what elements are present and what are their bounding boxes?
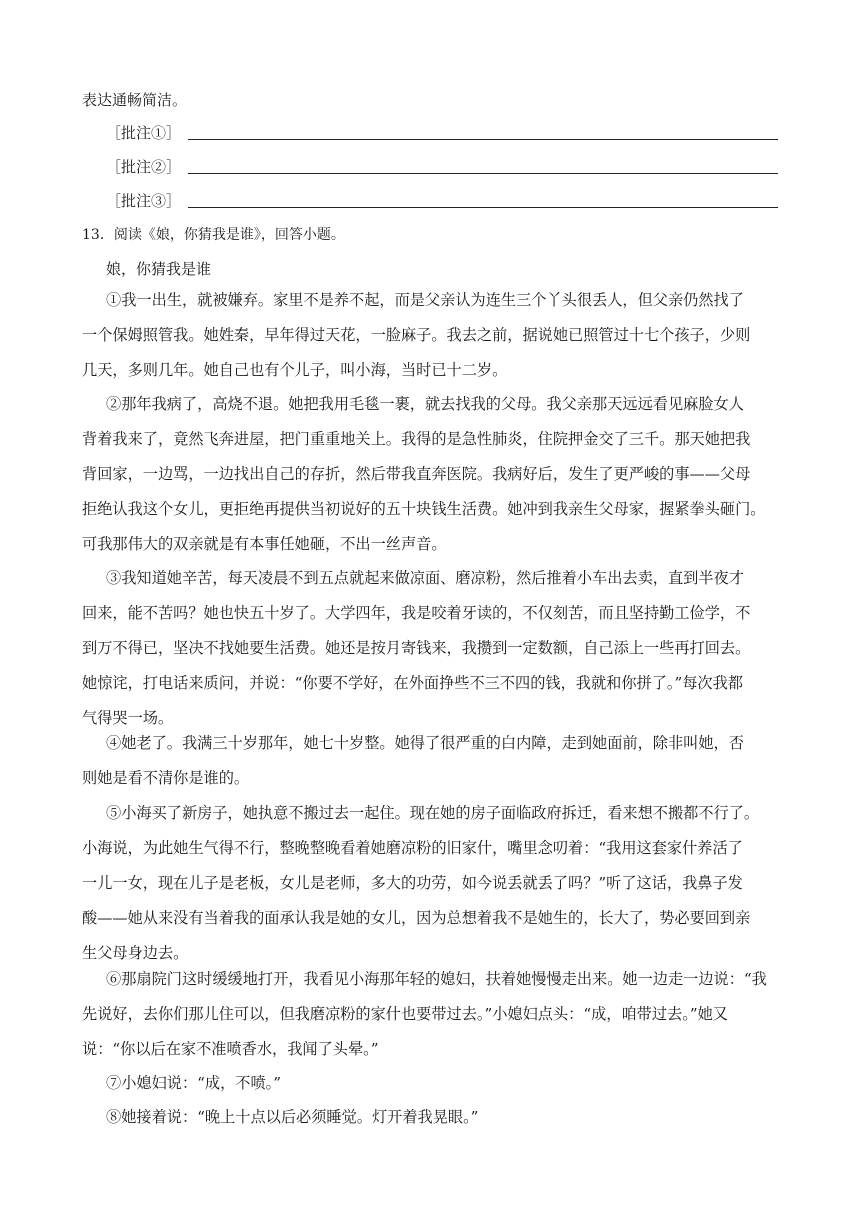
paragraph-line: ⑧她接着说：“晚上十点以后必须睡觉。灯开着我晃眼。” [106, 1108, 479, 1126]
paragraph-line: ②那年我病了，高烧不退。她把我用毛毯一裹，就去找我的父母。我父亲那天远远看见麻脸女人 [106, 395, 744, 413]
annotation-label: ［批注③］ [106, 192, 182, 210]
paragraph-1 [82, 283, 782, 388]
annotation-label: ［批注②］ [106, 158, 182, 176]
paragraph-line: ⑦小媳妇说：“成，不喷。” [106, 1074, 281, 1092]
paragraph-line: 到万不得已，坚决不找她要生活费。她还是按月寄钱来，我攒到一定数额，自己添上一些再打回去。 [82, 639, 751, 657]
paragraph-line: ⑤小海买了新房子，她执意不搬过去一起住。现在她的房子面临政府拆迁，看来想不搬都不行了。 [106, 804, 760, 822]
paragraph-line: 生父母身边去。 [82, 944, 189, 962]
paragraph-line: ④她老了。我满三十岁那年，她七十岁整。她得了很严重的白内障，走到她面前，除非叫她，否 [106, 734, 744, 752]
annotation-row-3 [106, 187, 778, 215]
paragraph-line: 说：“你以后在家不准喷香水，我闻了头晕。” [82, 1040, 379, 1058]
annotation-row-2 [106, 153, 778, 181]
paragraph-line: ①我一出生，就被嫌弃。家里不是养不起，而是父亲认为连生三个丫头很丢人，但父亲仍然找了 [106, 291, 744, 309]
paragraph-line: 气得哭一场。 [82, 709, 174, 727]
answer-blank-line[interactable] [188, 139, 778, 140]
previous-question-tail: 表达通畅简洁。 [82, 91, 188, 109]
paragraph-line: 小海说，为此她生气得不行，整晚整晚看着她磨凉粉的旧家什，嘴里念叨着：“我用这套家什养活了 [82, 839, 743, 857]
paragraph-6 [82, 962, 782, 1067]
paragraph-line: 可我那伟大的双亲就是有本事任她砸，不出一丝声音。 [82, 535, 447, 553]
answer-blank-line[interactable] [188, 207, 778, 208]
paragraph-line: 她惊诧，打电话来质问，并说：“你要不学好，在外面挣些不三不四的钱，我就和你拼了。”每次我都 [82, 674, 743, 692]
paragraph-5 [82, 796, 782, 971]
paragraph-line: 回来，能不苦吗？她也快五十岁了。大学四年，我是咬着牙读的，不仅刻苦，而且坚持勤工俭学，不 [82, 604, 751, 622]
paragraph-line: ③我知道她辛苦，每天凌晨不到五点就起来做凉面、磨凉粉，然后推着小车出去卖，直到半夜才 [106, 569, 744, 587]
paragraph-line: 几天，多则几年。她自己也有个儿子，叫小海，当时已十二岁。 [82, 361, 508, 379]
paragraph-line: 则她是看不清你是谁的。 [82, 769, 250, 787]
paragraph-line: 背着我来了，竟然飞奔进屋，把门重重地关上。我得的是急性肺炎，住院押金交了三千。那天她把我 [82, 430, 751, 448]
paragraph-line: ⑥那扇院门这时缓缓地打开，我看见小海那年轻的媳妇，扶着她慢慢走出来。她一边走一边说：“我 [106, 970, 767, 988]
paragraph-7 [82, 1066, 782, 1101]
annotation-row-1 [106, 119, 778, 147]
paragraph-3 [82, 561, 782, 736]
answer-blank-line[interactable] [188, 173, 778, 174]
paragraph-line: 背回家，一边骂，一边找出自己的存折，然后带我直奔医院。我病好后，发生了更严峻的事——父母 [82, 465, 751, 483]
paragraph-line: 酸——她从来没有当着我的面承认我是她的女儿，因为总想着我不是她生的，长大了，势必要回到亲 [82, 909, 751, 927]
annotation-label: ［批注①］ [106, 124, 182, 142]
paragraph-line: 一儿一女，现在儿子是老板，女儿是老师，多大的功劳，如今说丢就丢了吗？”听了这话，我鼻子发 [82, 874, 743, 892]
paragraph-line: 先说好，去你们那儿住可以，但我磨凉粉的家什也要带过去。”小媳妇点头：“成，咱带过去。”她又 [82, 1005, 728, 1023]
paragraph-line: 一个保姆照管我。她姓秦，早年得过天花，一脸麻子。我去之前，据说她已照管过十七个孩子，少则 [82, 326, 751, 344]
paragraph-2 [82, 387, 782, 562]
question-heading: 13．阅读《娘，你猜我是谁》，回答小题。 [82, 227, 345, 243]
article-title: 娘，你猜我是谁 [106, 260, 212, 278]
paragraph-8 [82, 1100, 782, 1135]
paragraph-line: 拒绝认我这个女儿，更拒绝再提供当初说好的五十块钱生活费。她冲到我亲生父母家，握紧拳头砸门。 [82, 500, 766, 518]
paragraph-4 [82, 726, 782, 796]
